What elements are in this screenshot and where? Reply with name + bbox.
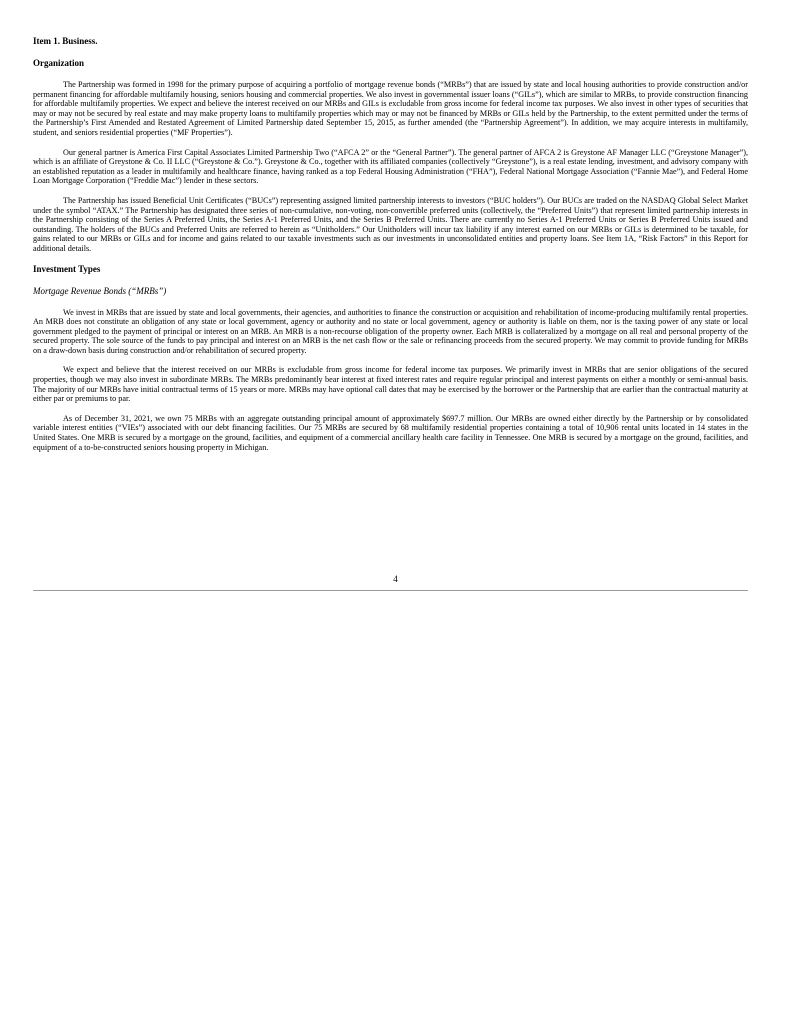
organization-paragraph-3: The Partnership has issued Beneficial Unit Certificates (“BUCs”) representing assigned limited partnership interests to investors (“BUC holders”). Our BUCs are traded on the NASDAQ Global Select Market under the symbol “ATAX.” The Partnership has designated three series of non-cumulative, non-voting, non-convertible preferred units (collectively, the “Preferred Units”) that represent limited partnership interests in the Partnership consisting of the Series A Preferred Units, the Series A-1 Preferred Units, and the Series B Preferred Units. There are currently no Series A-1 Preferred Units or Series B Preferred Units issued and outstanding. The holders of the BUCs and Preferred Units are referred to herein as “Unitholders.” Our Unitholders will incur tax liability if any interest earned on our MRBs or GILs is determined to be taxable, for gains related to our MRBs or GILs and for income and gains related to our taxable investments such as our investments in unconsolidated entities and property loans. See Item 1A, “Risk Factors” in this Report for additional details. xyxy=(33,195,748,253)
investment-types-heading: Investment Types xyxy=(33,263,101,274)
organization-paragraph-1: The Partnership was formed in 1998 for the primary purpose of acquiring a portfolio of mortgage revenue bonds (“MRBs”) that are issued by state and local housing authorities to provide construction and/or permanent financing for affordable multifamily housing, seniors housing and commercial properties. We also invest in governmental issuer loans (“GILs”), which are similar to MRBs, to provide construction financing for affordable multifamily properties. We expect and believe the interest received on our MRBs and GILs is excludable from gross income for federal income tax purposes. We also invest in other types of securities that may or may not be secured by real estate and may make property loans to multifamily properties which may or may not be financed by MRBs or GILs held by the Partnership, to the extent permitted under the terms of the Partnership’s First Amended and Restated Agreement of Limited Partnership dated September 15, 2015, as further amended (the “Partnership Agreement”). In addition, we may acquire interests in multifamily, student, and seniors residential properties (“MF Properties”). xyxy=(33,80,748,137)
mrb-paragraph-1: We invest in MRBs that are issued by state and local governments, their agencies, and authorities to finance the construction or acquisition and rehabilitation of income-producing multifamily rental properties. An MRB does not constitute an obligation of any state or local government, agency or authority and no state or local government, agency or authority is liable on them, nor is the taxing power of any state or local government pledged to the payment of principal or interest on an MRB. An MRB is a non-recourse obligation of the property owner. Each MRB is collateralized by a mortgage on all real and personal property of the secured property. The sole source of the funds to pay principal and interest on an MRB is the net cash flow or the sale or refinancing proceeds from the secured property. We may commit to provide funding for MRBs on a draw-down basis during construction and/or rehabilitation of secured property. xyxy=(33,307,748,355)
document-page xyxy=(33,36,748,462)
item-heading: Item 1. Business. xyxy=(33,36,98,46)
mrb-paragraph-2: We expect and believe that the interest received on our MRBs is excludable from gross income for federal income tax purposes. We primarily invest in MRBs that are senior obligations of the secured properties, though we may also invest in subordinate MRBs. The MRBs predominantly bear interest at fixed interest rates and require regular principal and interest payments on either a monthly or semi-annual basis. The majority of our MRBs have initial contractual terms of 15 years or more. MRBs may have optional call dates that may be exercised by the borrower or the Partnership that are earlier than the contractual maturity at either par or premiums to par. xyxy=(33,365,748,404)
organization-heading: Organization xyxy=(33,58,84,68)
organization-paragraph-2: Our general partner is America First Capital Associates Limited Partnership Two (“AFCA 2” or the “General Partner”). The general partner of AFCA 2 is Greystone AF Manager LLC (“Greystone Manager”), which is an affiliate of Greystone & Co. II LLC (“Greystone & Co.”). Greystone & Co., together with its affiliated companies (collectively “Greystone”), is a real estate lending, investment, and advisory company with an established reputation as a leader in multifamily and healthcare finance, having ranked as a top Federal Housing Administration (“FHA”), Federal National Mortgage Association (“Fannie Mae”), and Federal Home Loan Mortgage Corporation (“Freddie Mac”) lender in these sectors. xyxy=(33,147,748,186)
page-number: 4 xyxy=(393,574,398,584)
mrb-subheading: Mortgage Revenue Bonds (“MRBs”) xyxy=(33,285,167,296)
mrb-paragraph-3: As of December 31, 2021, we own 75 MRBs with an aggregate outstanding principal amount of approximately $697.7 million. Our MRBs are owned either directly by the Partnership or by consolidated variable interest entities (“VIEs”) associated with our debt financing facilities. Our 75 MRBs are secured by 68 multifamily residential properties containing a total of 10,906 rental units located in 14 states in the United States. One MRB is secured by a mortgage on the ground, facilities, and equipment of a commercial ancillary health care facility in Tennessee. One MRB is secured by a mortgage on the ground, facilities, and equipment of a to-be-constructed seniors housing property in Michigan. xyxy=(33,413,748,452)
footer-divider xyxy=(33,590,748,591)
